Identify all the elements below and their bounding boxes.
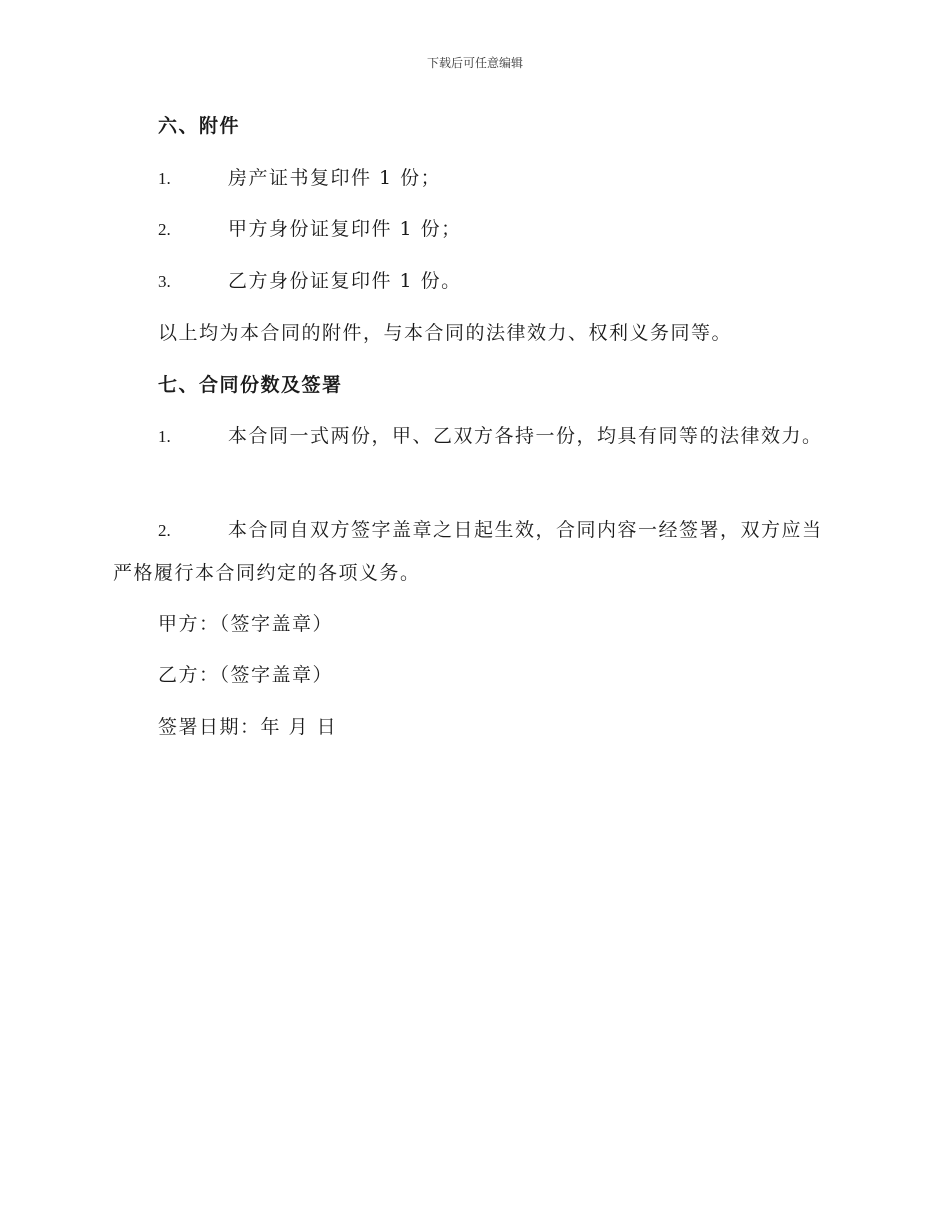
paragraph <box>113 312 838 355</box>
signing-date: 签署日期：年 月 日 <box>158 716 338 738</box>
list-number: 3. <box>158 272 171 291</box>
signature-line <box>113 654 838 697</box>
list-number: 2. <box>158 521 171 540</box>
signature-line <box>113 603 838 646</box>
section-attachments <box>113 105 838 148</box>
paragraph-text: 本合同自双方签字盖章之日起生效，合同内容一经签署，双方应当严格履行本合同约定的各项义务。 <box>113 519 823 584</box>
list-text: 乙方身份证复印件 1 份。 <box>228 270 462 292</box>
signature-line <box>113 706 838 749</box>
paragraph <box>113 415 838 458</box>
party-b-signature: 乙方：（签字盖章） <box>158 664 334 686</box>
list-number: 2. <box>158 220 171 239</box>
paragraph-text: 本合同一式两份，甲、乙双方各持一份，均具有同等的法律效力。 <box>228 425 823 447</box>
section-heading: 六、附件 <box>158 115 241 137</box>
list-number: 1. <box>158 427 171 446</box>
paragraph <box>113 509 838 595</box>
header-note: 下载后可任意编辑 <box>426 56 523 70</box>
list-text: 房产证书复印件 1 份； <box>228 167 442 189</box>
list-number: 1. <box>158 169 171 188</box>
section-copies-signing <box>113 364 838 407</box>
party-a-signature: 甲方：（签字盖章） <box>158 613 334 635</box>
list-text: 甲方身份证复印件 1 份； <box>228 218 462 240</box>
list-item <box>113 208 838 251</box>
section-heading: 七、合同份数及签署 <box>158 374 343 396</box>
closing-paragraph: 以上均为本合同的附件，与本合同的法律效力、权利义务同等。 <box>158 322 733 344</box>
list-item <box>113 157 838 200</box>
list-item <box>113 260 838 303</box>
